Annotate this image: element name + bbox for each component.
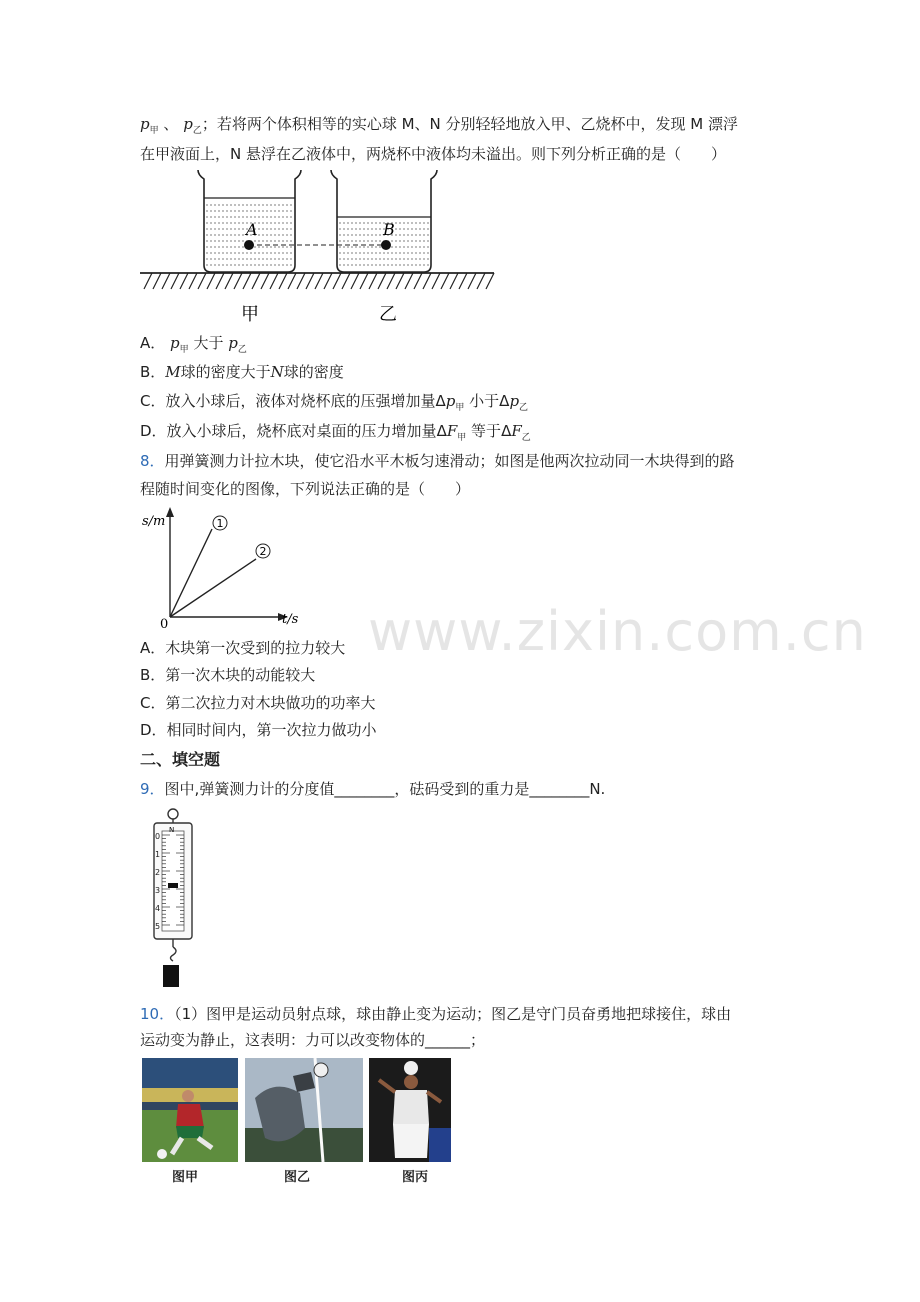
spring-scale-figure <box>148 805 198 990</box>
q10-number: 10． <box>140 1005 175 1023</box>
pointer <box>168 883 178 888</box>
section-title: 二、填空题 <box>140 750 221 769</box>
separator: 、 <box>163 115 179 133</box>
photo-yi <box>245 1058 363 1162</box>
beaker-figure <box>138 165 500 327</box>
hatch-line <box>423 273 431 289</box>
q8-line-2: 程随时间变化的图像，下列说法正确的是（ ） <box>140 480 471 498</box>
q8-option-c: C．第二次拉力对木块做功的功率大 <box>140 694 376 712</box>
q9-number: 9． <box>140 780 165 798</box>
hatch-line <box>324 273 332 289</box>
x-axis-label: t/s <box>282 612 299 627</box>
caption-jia: 甲 <box>241 304 259 325</box>
hatch-line <box>459 273 467 289</box>
hatch-line <box>468 273 476 289</box>
hatch-line <box>288 273 296 289</box>
weight-block <box>163 965 179 987</box>
intro-text: ；若将两个体积相等的实心球 M、N 分别轻轻地放入甲、乙烧杯中，发现 M 漂浮 <box>201 115 739 133</box>
caption-photo-yi: 图乙 <box>284 1170 311 1185</box>
hatch-line <box>261 273 269 289</box>
hatch-line <box>306 273 314 289</box>
hook <box>171 947 177 961</box>
hatch-line <box>333 273 341 289</box>
intro-line-1 <box>140 113 738 142</box>
line-2-label: 2 <box>259 545 267 558</box>
option-c: C．放入小球后，液体对烧杯底的压强增加量$\Delta p_甲$ 小于$\Delta p_乙$ <box>140 392 529 413</box>
hatch-line <box>441 273 449 289</box>
hatch-line <box>189 273 197 289</box>
caption-photo-jia: 图甲 <box>172 1170 199 1185</box>
option-d: D．放入小球后，烧杯底对桌面的压力增加量$\Delta F_甲$ 等于$\Delta F_乙$ <box>140 422 531 443</box>
p-yi-symbol: $p_乙$ <box>183 115 202 136</box>
hatch-line <box>252 273 260 289</box>
svg-text:3: 3 <box>155 886 161 895</box>
photo-bing <box>369 1058 451 1162</box>
hatch-line <box>279 273 287 289</box>
q9-line: 9．图中,弹簧测力计的分度值________，砝码受到的重力是________N. <box>140 780 606 798</box>
caption-yi: 乙 <box>379 304 397 325</box>
svg-text:5: 5 <box>155 922 161 931</box>
hatch-line <box>153 273 161 289</box>
hatch-line <box>396 273 404 289</box>
photo-jia <box>142 1058 238 1162</box>
graph-line-2 <box>170 559 256 617</box>
hatch-line <box>234 273 242 289</box>
hatch-line <box>450 273 458 289</box>
hatch-line <box>162 273 170 289</box>
hatch-line <box>216 273 224 289</box>
hatch-line <box>315 273 323 289</box>
hatch-line <box>414 273 422 289</box>
svg-text:4: 4 <box>155 904 161 913</box>
hatch-line <box>378 273 386 289</box>
hatch-line <box>486 273 494 289</box>
hatch-line <box>477 273 485 289</box>
hatch-line <box>243 273 251 289</box>
option-b: B．M球的密度大于N球的密度 <box>140 363 344 381</box>
graph-line-1 <box>170 529 212 617</box>
q8-line-1: 8．用弹簧测力计拉木块，使它沿水平木板匀速滑动；如图是他两次拉动同一木块得到的路 <box>140 452 735 470</box>
svg-text:2: 2 <box>155 868 161 877</box>
hatch-line <box>387 273 395 289</box>
q8-option-a: A．木块第一次受到的拉力较大 <box>140 639 346 657</box>
y-axis-arrow <box>166 507 174 517</box>
table-hatch <box>144 273 494 289</box>
label-a: A <box>246 220 258 239</box>
svg-text:1: 1 <box>155 850 161 859</box>
caption-photo-bing: 图丙 <box>402 1170 429 1185</box>
hatch-line <box>144 273 152 289</box>
svg-text:0: 0 <box>155 832 161 841</box>
hatch-line <box>180 273 188 289</box>
hatch-line <box>432 273 440 289</box>
p-jia-symbol: $p_甲$ <box>140 115 159 136</box>
s-t-graph <box>140 505 300 630</box>
hatch-line <box>342 273 350 289</box>
y-axis-label: s/m <box>142 514 166 529</box>
hatch-line <box>369 273 377 289</box>
watermark: www.zixin.com.cn <box>368 600 867 663</box>
hatch-line <box>405 273 413 289</box>
q10-line-1: 10．（1）图甲是运动员射点球，球由静止变为运动；图乙是守门员奋勇地把球接住，球由 <box>140 1005 732 1023</box>
scale-unit-label: N <box>169 826 175 834</box>
option-a: A． $p_甲$ 大于 $p_乙$ <box>140 334 247 355</box>
point-a <box>244 240 254 250</box>
hatch-line <box>360 273 368 289</box>
q10-line-2: 运动变为静止，这表明：力可以改变物体的______； <box>140 1031 486 1049</box>
label-b: B <box>383 220 395 239</box>
q8-number: 8． <box>140 452 165 470</box>
hatch-line <box>207 273 215 289</box>
hatch-line <box>270 273 278 289</box>
hatch-line <box>297 273 305 289</box>
hatch-line <box>171 273 179 289</box>
intro-line-2: 在甲液面上，N 悬浮在乙液体中，两烧杯中液体均未溢出。则下列分析正确的是（ ） <box>140 145 726 163</box>
q8-option-d: D．相同时间内，第一次拉力做功小 <box>140 721 377 739</box>
line-1-label: 1 <box>216 517 224 530</box>
hatch-line <box>225 273 233 289</box>
origin-label: 0 <box>160 617 169 630</box>
q8-option-b: B．第一次木块的动能较大 <box>140 666 316 684</box>
top-ring <box>168 809 178 819</box>
hatch-line <box>198 273 206 289</box>
point-b <box>381 240 391 250</box>
hatch-line <box>351 273 359 289</box>
